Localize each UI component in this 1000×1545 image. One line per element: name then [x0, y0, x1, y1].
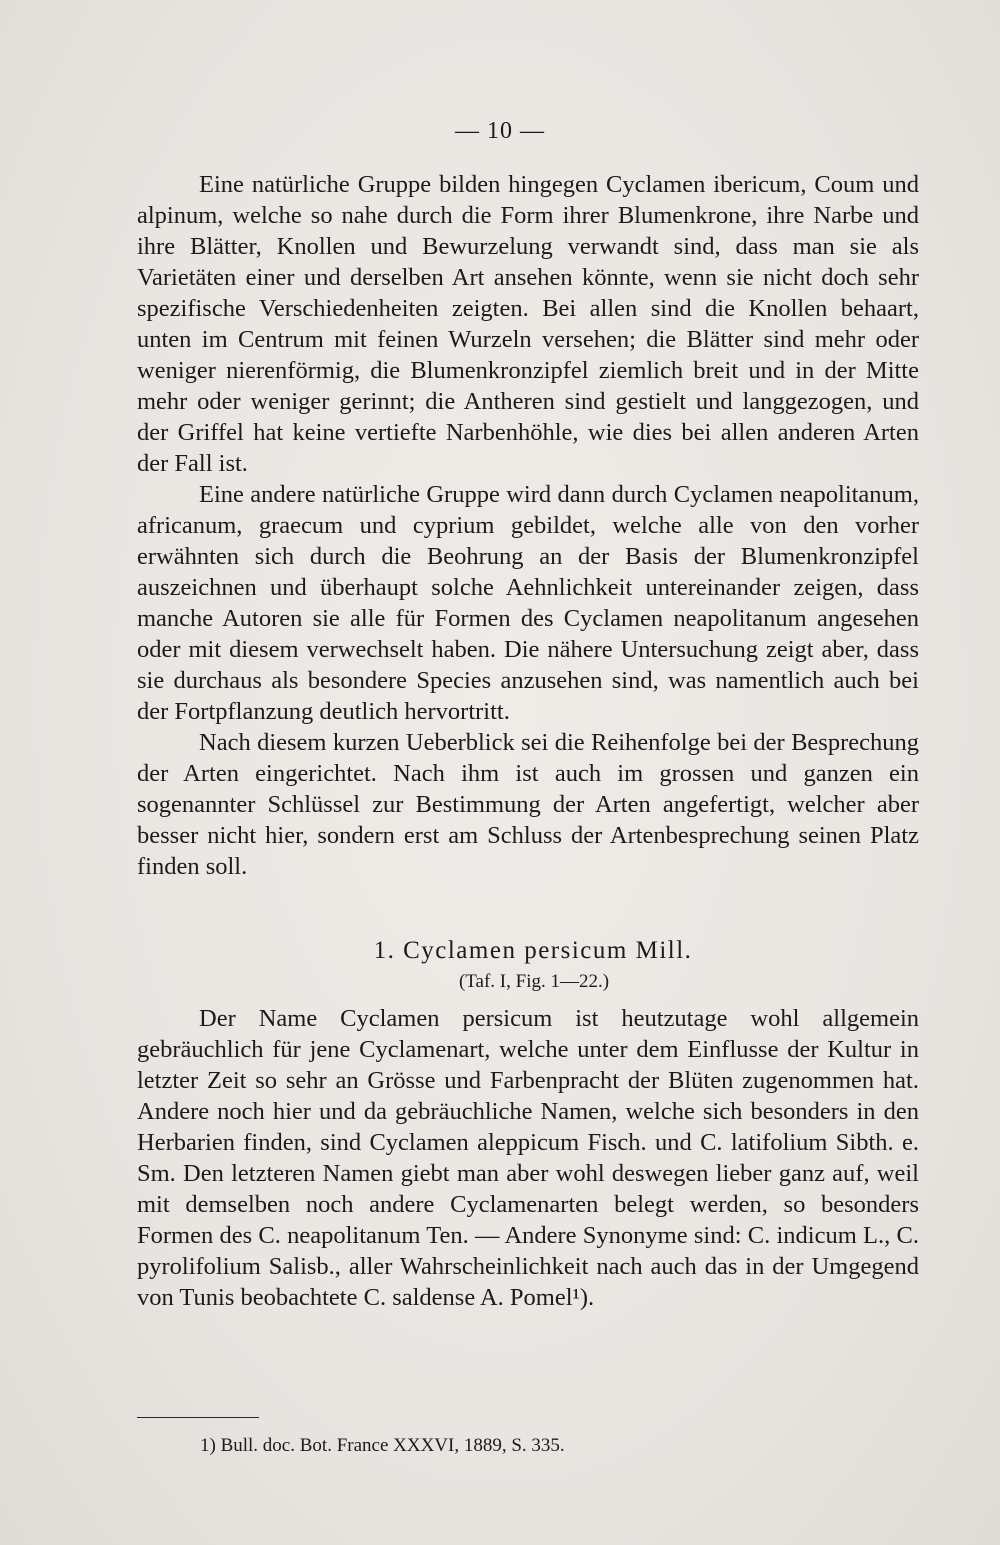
footnote-rule [137, 1417, 259, 1418]
section-figure-reference: (Taf. I, Fig. 1—22.) [458, 971, 610, 992]
paragraph-natural-group-neapolitanum: Eine andere natürliche Gruppe wird dann durch Cyclamen neapolitanum, africanum, graecum und cyprium gebildet, welche alle von den vorher erwähnten sich durch die Beohrung an der Basis der Blumenkronzipfel auszeichnen und überhaupt solche Aehnlichkeit untereinander zeigen, dass manche Autoren sie alle für Formen des Cyclamen neapolitanum angesehen oder mit diesem verwechselt haben. Die nähere Untersuchung zeigt aber, dass sie durchaus als besondere Species anzusehen sind, was namentlich auch bei der Fortpflanzung deutlich hervortritt. [137, 481, 919, 725]
section-title: 1. Cyclamen persicum Mill. [373, 937, 693, 964]
paragraph-overview-order: Nach diesem kurzen Ueberblick sei die Reihenfolge bei der Besprechung der Arten eingerichtet. Nach ihm ist auch im grossen und ganzen ein sogenannter Schlüssel zur Bestimmung der Arten angefertigt, welcher aber besser nicht hier, sondern erst am Schluss der Artenbesprechung seinen Platz finden soll. [137, 729, 919, 880]
paragraph-cyclamen-persicum: Der Name Cyclamen persicum ist heutzutage wohl allgemein gebräuchlich für jene Cyclamenart, welche unter dem Einflusse der Kultur in letzter Zeit so sehr an Grösse und Farbenpracht der Blüten zugenommen hat. Andere noch hier und da gebräuchliche Namen, welche sich besonders in den Herbarien finden, sind Cyclamen aleppicum Fisch. und C. latifolium Sibth. e. Sm. Den letzteren Namen giebt man aber wohl deswegen lieber ganz auf, weil mit demselben noch andere Cyclamenarten belegt werden, so besonders Formen des C. neapolitanum Ten. — Andere Synonyme sind: C. indicum L., C. pyrolifolium Salisb., aller Wahrscheinlichkeit nach auch das in der Umgegend von Tunis beobachtete C. saldense A. Pomel¹). [137, 1005, 919, 1311]
footnote: 1) Bull. doc. Bot. France XXXVI, 1889, S. 335. [200, 1435, 565, 1456]
page-number: — 10 — [455, 118, 545, 144]
body-text [137, 169, 919, 1313]
paragraph-natural-group-ibericum: Eine natürliche Gruppe bilden hingegen Cyclamen ibericum, Coum und alpinum, welche so nahe durch die Form ihrer Blumenkrone, ihre Narbe und ihre Blätter, Knollen und Bewurzelung verwandt sind, dass man sie als Varietäten einer und derselben Art ansehen könnte, wenn sie nicht doch sehr spezifische Verschiedenheiten zeigten. Bei allen sind die Knollen behaart, unten im Centrum mit feinen Wurzeln versehen; die Blätter sind mehr oder weniger nierenförmig, die Blumenkronzipfel ziemlich breit und in der Mitte mehr oder weniger gerinnt; die Antheren sind gestielt und langgezogen, und der Griffel hat keine vertiefte Narbenhöhle, wie dies bei allen anderen Arten der Fall ist. [137, 171, 919, 477]
